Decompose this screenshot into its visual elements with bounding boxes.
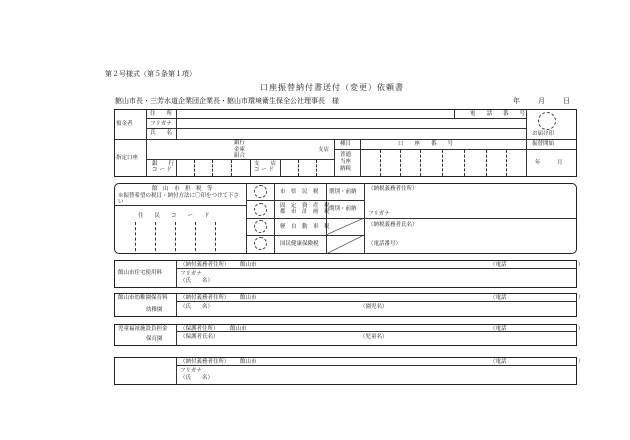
phone-label: 電 話 番 号: [470, 111, 526, 117]
housing-name: （氏 名）: [180, 278, 214, 284]
name-field[interactable]: [177, 129, 525, 138]
tax-item-health: 国民健康保険税: [280, 241, 319, 247]
start-label: 振替開始: [532, 141, 555, 147]
housing-address-value[interactable]: 館山市: [240, 262, 257, 268]
other-address-value[interactable]: 館山市: [240, 359, 257, 365]
nursery-phone[interactable]: （電話 ）: [490, 326, 584, 332]
nursery-label: 児童福祉施設負担金: [118, 326, 168, 332]
furigana-field[interactable]: [177, 119, 525, 128]
page-title: 口座振替納付書送付（変更）依頼書: [260, 83, 404, 92]
depositor-label: 預金者: [116, 121, 133, 127]
nursery-sub-label: 保育園: [146, 336, 163, 342]
tax-method-resident[interactable]: 期別・前納: [329, 189, 357, 195]
select-circle-resident-tax[interactable]: [254, 185, 267, 198]
tax-note: ※振替希望の税目・納付方法に〇印をつけて下さい: [118, 193, 240, 205]
tax-item-vehicle: 軽 自 動 車 税: [280, 224, 330, 230]
start-year-month: 年 月: [535, 160, 563, 166]
branch-code-label: 支 店 コ ー ド: [254, 161, 277, 173]
tax-item-resident: 市 県 民 税: [280, 189, 319, 195]
taxpayer-address-label: （納税義務者住所）: [368, 186, 418, 192]
address-field[interactable]: [177, 110, 453, 118]
kindergarten-address-value[interactable]: 館山市: [240, 295, 257, 301]
housing-furigana: フリガナ: [180, 271, 202, 277]
tax-method-property[interactable]: 期別・前納: [329, 206, 357, 212]
account-number-label: 口 座 番 号: [398, 141, 454, 147]
kindergarten-child-name: （園児名）: [360, 304, 388, 310]
tax-title: 館 山 市 担 税 等: [152, 186, 213, 192]
addressee: 館山市長・三芳水道企業団企業長・館山市環境衛生保全公社理事長 様: [115, 97, 339, 105]
type-nozei[interactable]: 納税: [340, 166, 352, 172]
tax-furigana-label: フリガナ: [368, 211, 390, 217]
seal-label: お届け印: [532, 131, 555, 137]
date-day-label: 日: [563, 97, 570, 105]
date-month-label: 月: [538, 97, 545, 105]
nursery-guardian-name: （保護者氏名）: [180, 334, 219, 340]
nursery-address-label: （保護者住所）: [180, 326, 219, 332]
resident-code-label: 住 民 コ ー ド: [138, 213, 210, 219]
furigana-label: フリガナ: [150, 121, 172, 127]
housing-address-label: （納付義務者住所）: [180, 262, 230, 268]
kindergarten-sub-label: 幼稚園: [146, 307, 163, 313]
kindergarten-phone[interactable]: （電話 ）: [490, 295, 584, 301]
housing-phone[interactable]: （電話 ）: [490, 262, 584, 268]
other-address-label: （納付義務者住所）: [180, 359, 230, 365]
diagonal-strike: [326, 218, 364, 254]
housing-label: 館山市住宅使用料: [118, 270, 163, 276]
kindergarten-label: 館山市幼稚園保育料: [118, 295, 168, 301]
type-label: 種目: [340, 141, 352, 147]
seal-circle[interactable]: [538, 112, 556, 130]
bank-code-label: 銀 行 コ ー ド: [152, 161, 175, 173]
account-label: 指定口座: [116, 155, 139, 161]
bank-type-bank: 銀行: [234, 140, 246, 146]
nursery-child-name: （児童名）: [360, 334, 388, 340]
kindergarten-address-label: （納付義務者住所）: [180, 295, 230, 301]
nursery-address-value[interactable]: 館山市: [230, 326, 247, 332]
other-phone[interactable]: （電話 ）: [490, 359, 584, 365]
date-year-label: 年: [513, 97, 520, 105]
address-label: 住 所: [150, 111, 173, 117]
other-furigana: フリガナ: [180, 368, 202, 374]
other-name: （氏 名）: [180, 375, 214, 381]
name-label: 氏 名: [150, 130, 173, 136]
taxpayer-name-label: （納税義務者氏名）: [368, 222, 418, 228]
type-futsu[interactable]: 普通: [340, 152, 352, 158]
select-circle-property-tax[interactable]: [254, 203, 267, 216]
select-circle-health-tax[interactable]: [254, 237, 267, 250]
tax-item-property: 固 定 資 産 税 都 市 計 画 税: [280, 203, 330, 215]
tax-phone-label: （電話番号）: [368, 241, 402, 247]
branch-label: 支店: [318, 147, 330, 153]
type-toza[interactable]: 当座: [340, 159, 352, 165]
kindergarten-name: （氏 名）: [180, 304, 214, 310]
select-circle-vehicle-tax[interactable]: [254, 220, 267, 233]
form-number: 第２号様式（第５条第１項）: [105, 70, 196, 78]
bank-type-kumiai: 組合: [234, 153, 246, 159]
bank-type-shinkin: 金庫: [234, 147, 246, 153]
